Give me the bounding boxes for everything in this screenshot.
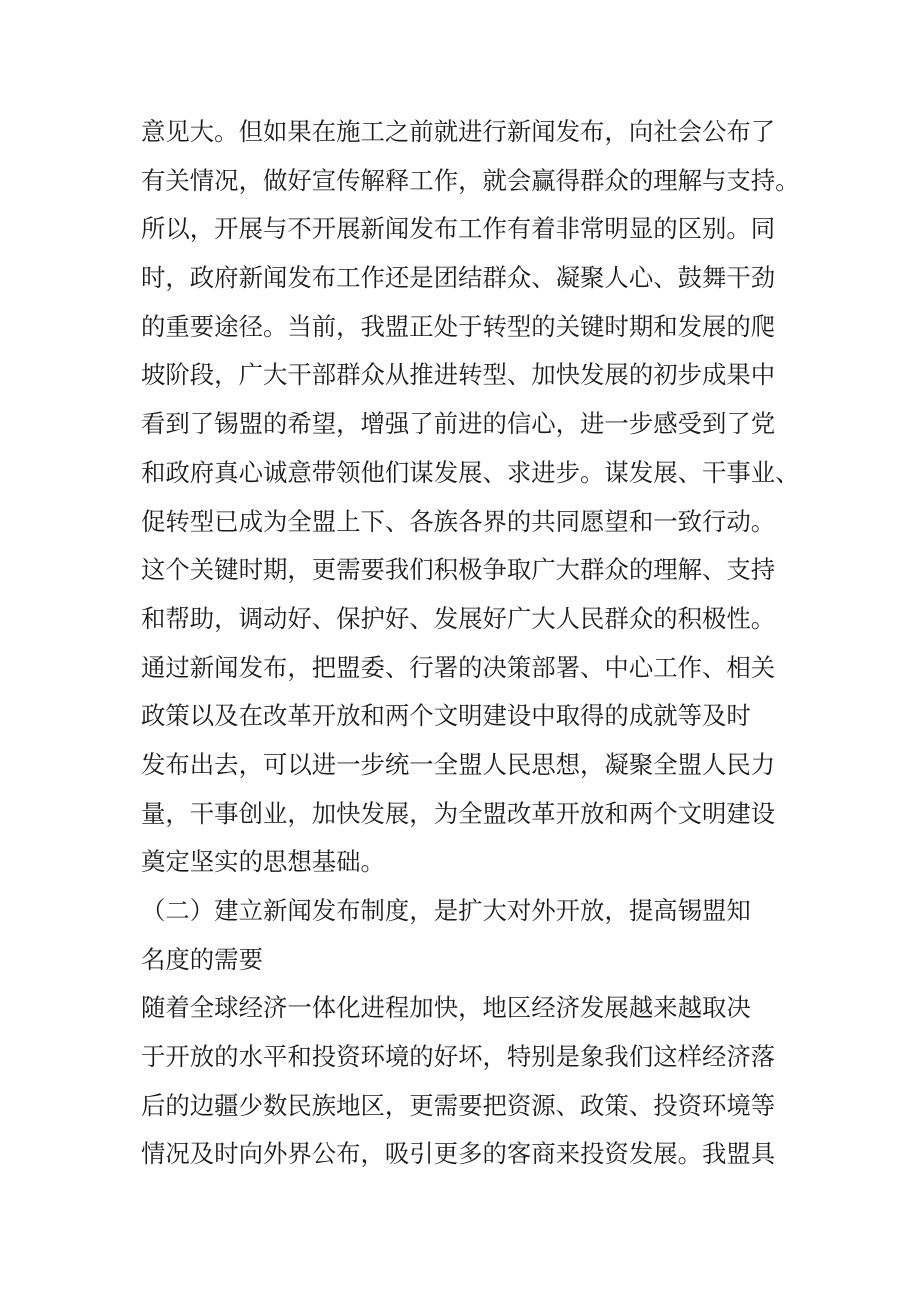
- text-line-13: 政策以及在改革开放和两个文明建设中取得的成就等及时: [141, 701, 751, 731]
- text-line-3: 所以，开展与不开展新闻发布工作有着非常明显的区别。同: [141, 214, 776, 244]
- text-line-10: 这个关键时期，更需要我们积极争取广大群众的理解、支持: [141, 555, 776, 585]
- text-line-4: 时，政府新闻发布工作还是团结群众、凝聚人心、鼓舞干劲: [141, 263, 776, 293]
- text-line-15: 量，干事创业，加快发展，为全盟改革开放和两个文明建设: [141, 798, 776, 828]
- text-line-20: 于开放的水平和投资环境的好坏，特别是象我们这样经济落: [141, 1042, 776, 1072]
- text-line-5: 的重要途径。当前，我盟正处于转型的关键时期和发展的爬: [141, 311, 776, 341]
- text-line-19: 随着全球经济一体化进程加快，地区经济发展越来越取决: [141, 993, 751, 1023]
- text-line-22: 情况及时向外界公布，吸引更多的客商来投资发展。我盟具: [141, 1139, 776, 1169]
- text-line-6: 坡阶段，广大干部群众从推进转型、加快发展的初步成果中: [141, 360, 776, 390]
- text-line-2: 有关情况，做好宣传解释工作，就会赢得群众的理解与支持。: [141, 165, 800, 195]
- text-line-21: 后的边疆少数民族地区，更需要把资源、政策、投资环境等: [141, 1090, 776, 1120]
- section-heading-line-2: 名度的需要: [141, 944, 263, 974]
- text-line-8: 和政府真心诚意带领他们谋发展、求进步。谋发展、干事业、: [141, 457, 800, 487]
- body-text: [141, 108, 801, 1179]
- section-heading-line-1: （二）建立新闻发布制度，是扩大对外开放，提高锡盟知: [141, 896, 751, 925]
- text-line-12: 通过新闻发布，把盟委、行署的决策部署、中心工作、相关: [141, 652, 776, 682]
- text-line-11: 和帮助，调动好、保护好、发展好广大人民群众的积极性。: [141, 603, 776, 633]
- text-line-1: 意见大。但如果在施工之前就进行新闻发布，向社会公布了: [141, 117, 776, 146]
- text-line-16: 奠定坚实的思想基础。: [141, 847, 385, 877]
- text-line-9: 促转型已成为全盟上下、各族各界的共同愿望和一致行动。: [141, 506, 776, 536]
- text-line-14: 发布出去，可以进一步统一全盟人民思想，凝聚全盟人民力: [141, 749, 776, 779]
- text-line-7: 看到了锡盟的希望，增强了前进的信心，进一步感受到了党: [141, 409, 776, 439]
